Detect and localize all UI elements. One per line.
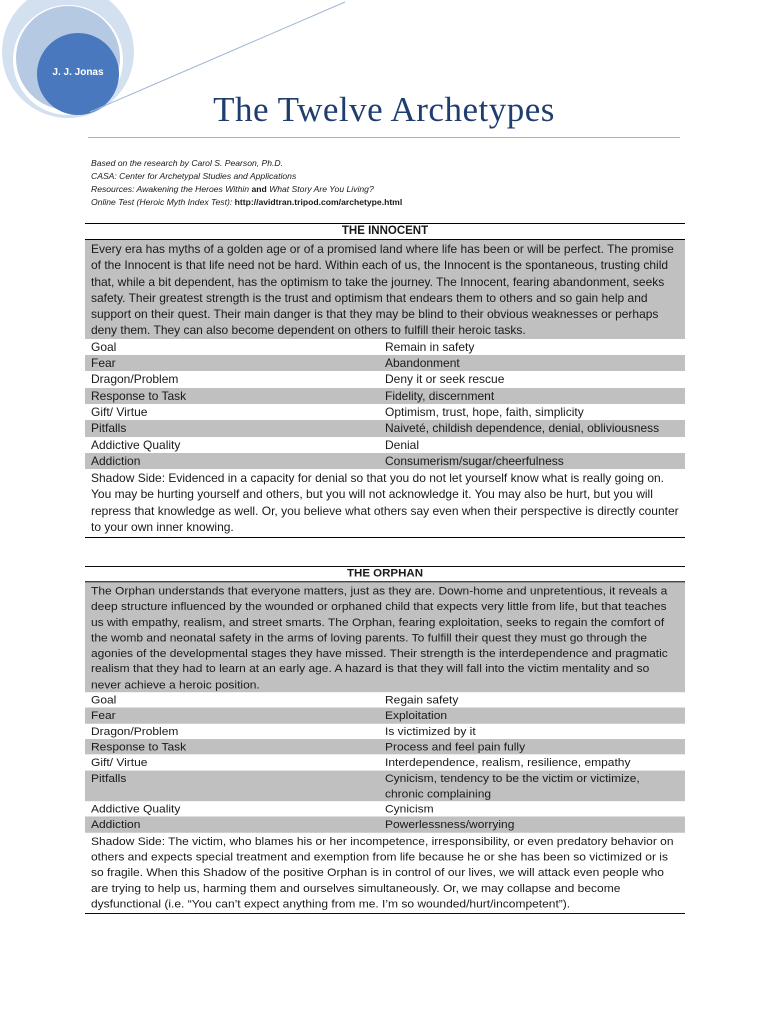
trait-row: Fear Abandonment [85,355,685,371]
author-name: J. J. Jonas [52,67,104,78]
sources-block [91,157,691,209]
trait-row: Addiction Consumerism/sugar/cheerfulness [85,453,685,469]
shadow-side-text: Shadow Side: Evidenced in a capacity for denial so that you do not let yourself know what is really going on. You may be hurting yourself and others, but you will not acknowledge it. You may also be hurt, but you will repress that knowledge as well. Or, you believe what others say even when their perspective is directly counter to your own inner knowing. [85,469,685,538]
archetype-heading: THE ORPHAN [85,566,685,581]
test-url-link[interactable]: http://avidtran.tripod.com/archetype.html [234,197,403,207]
archetype-table-orphan [85,566,685,914]
trait-row: Fear Exploitation [85,708,685,724]
trait-row: Goal Remain in safety [91,339,475,354]
archetype-table-innocent [85,223,685,538]
source-line: CASA: Center for Archetypal Studies and Applications [91,171,297,181]
trait-row: Addictive Quality Cynicism [91,802,434,816]
trait-row: Response to Task Process and feel pain fully [85,739,685,755]
trait-row: Goal Regain safety [91,693,459,707]
source-line: Online Test (Heroic Myth Index Test): http://avidtran.tripod.com/archetype.html [91,197,403,207]
trait-row: Addictive Quality Denial [91,437,420,452]
trait-row: Gift/ Virtue Optimism, trust, hope, faith, simplicity [91,404,584,419]
trait-row: Dragon/Problem Is victimized by it [91,724,476,738]
title-divider [88,137,680,138]
archetype-description: Every era has myths of a golden age or of a promised land where life has been or will be perfect. The promise of the Innocent is that life need not be hard. Within each of us, the Innocent is the spontaneous, trusting child that, while a bit dependent, has the optimism to take the journey. The Innocent, fearing abandonment, seeks safety. Their greatest strength is the trust and optimism that endears them to others and so gain help and support on their quest. Their main danger is that they may be blind to their obvious weaknesses or perhaps deny them. They can also become dependent on others to fulfill their heroic tasks. [85,239,685,339]
trait-row: Response to Task Fidelity, discernment [85,388,685,404]
shadow-side-text: Shadow Side: The victim, who blames his or her incompetence, irresponsibility, or even predatory behavior on others and expects special treatment and exemption from life because he or she has been so victimized or is so fragile. When this Shadow of the positive Orphan is in control of our lives, we will attack even people who are trying to help us, harming them and ourselves simultaneously. Or, we may collapse and become dysfunctional (i.e. “You can’t expect anything from me. I’m so wounded/hurt/incompetent”). [85,832,685,914]
trait-row: Pitfalls Naiveté, childish dependence, denial, obliviousness [85,420,685,436]
source-line: Resources: Awakening the Heroes Within and What Story Are You Living? [91,184,374,194]
trait-row: Dragon/Problem Deny it or seek rescue [91,372,505,387]
trait-row: Gift/ Virtue Interdependence, realism, resilience, empathy [91,755,631,769]
source-line: Based on the research by Carol S. Pearson, Ph.D. [91,158,284,168]
trait-row: Addiction Powerlessness/worrying [85,817,685,833]
page-title: The Twelve Archetypes [213,90,555,129]
archetype-heading: THE INNOCENT [85,223,685,239]
archetype-description: The Orphan understands that everyone matters, just as they are. Down-home and unpretentious, it reveals a deep structure influenced by the wounded or orphaned child that expects very little from life, but that teaches us with empathy, realism, and street smarts. The Orphan, fearing exploitation, seeks to regain the comfort of the womb and neonatal safety in the arms of loving parents. To fulfill their quest they must go through the agonies of the developmental stages they have missed. Their strength is the interdependence and pragmatic realism that they had to learn at an early age. A hazard is that they will fall into the victim mentality and so never achieve a heroic position. [85,581,685,692]
trait-row: Pitfalls Cynicism, tendency to be the victim or victimize, chronic complaining [85,770,685,801]
